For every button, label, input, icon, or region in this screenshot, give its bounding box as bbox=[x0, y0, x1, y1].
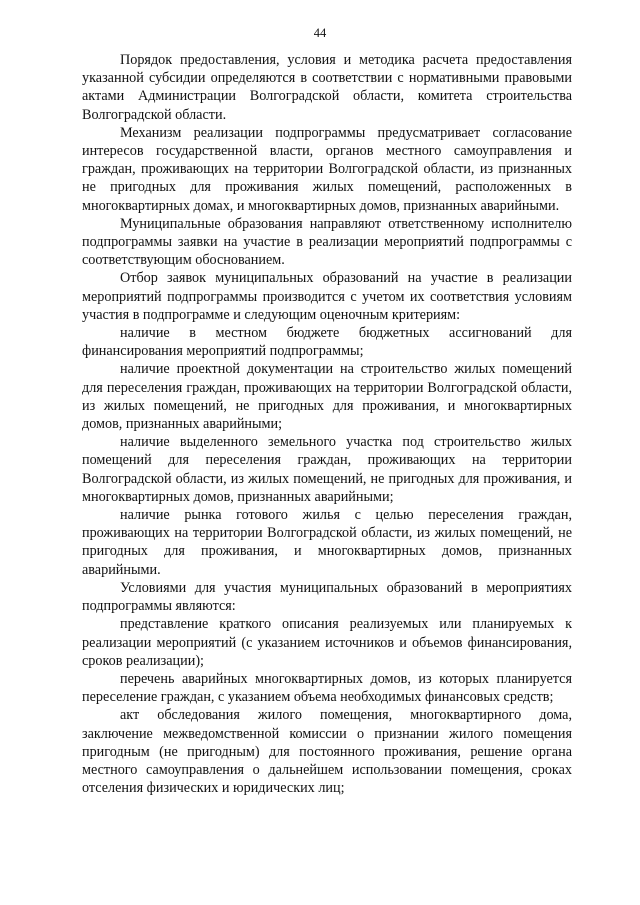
document-body bbox=[82, 51, 572, 797]
paragraph-implementation-mechanism: Механизм реализации подпрограммы предусматривает согласование интересов государственной власти, органов местного самоуправления и граждан, проживающих на территории Волгоградской области, из признанных не пригодных для проживания жилых помещений, расположенных в многоквартирных домах, и многоквартирных домов, признанных аварийными. bbox=[82, 124, 572, 214]
paragraph-participation-conditions-intro: Условиями для участия муниципальных образований в мероприятиях подпрограммы являются: bbox=[82, 579, 572, 615]
condition-emergency-houses-list: перечень аварийных многоквартирных домов, из которых планируется переселение граждан, с указанием объема необходимых финансовых средств; bbox=[82, 670, 572, 706]
paragraph-selection-criteria-intro: Отбор заявок муниципальных образований на участие в реализации мероприятий подпрограммы производится с учетом их соответствия условиям участия в подпрограмме и следующим оценочным критериям: bbox=[82, 270, 572, 323]
page-number: 44 bbox=[313, 26, 327, 40]
criterion-housing-market: наличие рынка готового жилья с целью переселения граждан, проживающих на территории Волгоградской области, из жилых помещений, не пригодных для проживания, и многоквартирных домов, признанных аварийными. bbox=[82, 507, 572, 578]
criterion-budget-allocations: наличие в местном бюджете бюджетных ассигнований для финансирования мероприятий подпрограммы; bbox=[82, 325, 572, 360]
paragraph-subsidy-procedure: Порядок предоставления, условия и методика расчета предоставления указанной субсидии определяются в соответствии с нормативными правовыми актами Администрации Волгоградской области, комитета строительства Волгоградской области. bbox=[82, 52, 572, 123]
criterion-project-documentation: наличие проектной документации на строительство жилых помещений для переселения граждан, проживающих на территории Волгоградской области, из жилых помещений, не пригодных для проживания, и многоквартирных домов, признанных аварийными; bbox=[82, 361, 572, 433]
criterion-land-plot: наличие выделенного земельного участка под строительство жилых помещений для переселения граждан, проживающих на территории Волгоградской области, из жилых помещений, не пригодных для проживания, и многоквартирных домов, признанных аварийными; bbox=[82, 434, 572, 505]
paragraph-municipal-applications: Муниципальные образования направляют ответственному исполнителю подпрограммы заявки на участие в реализации мероприятий подпрограммы с соответствующим обоснованием. bbox=[82, 215, 572, 269]
condition-inspection-act: акт обследования жилого помещения, многоквартирного дома, заключение межведомственной комиссии о признании жилого помещения пригодным (не пригодным) для постоянного проживания, решение органа местного самоуправления о дальнейшем использовании помещения, сроках отселения физических и юридических лиц; bbox=[82, 707, 572, 797]
condition-activity-description: представление краткого описания реализуемых или планируемых к реализации мероприятий (с указанием источников и объемов финансирования, сроков реализации); bbox=[82, 616, 572, 669]
